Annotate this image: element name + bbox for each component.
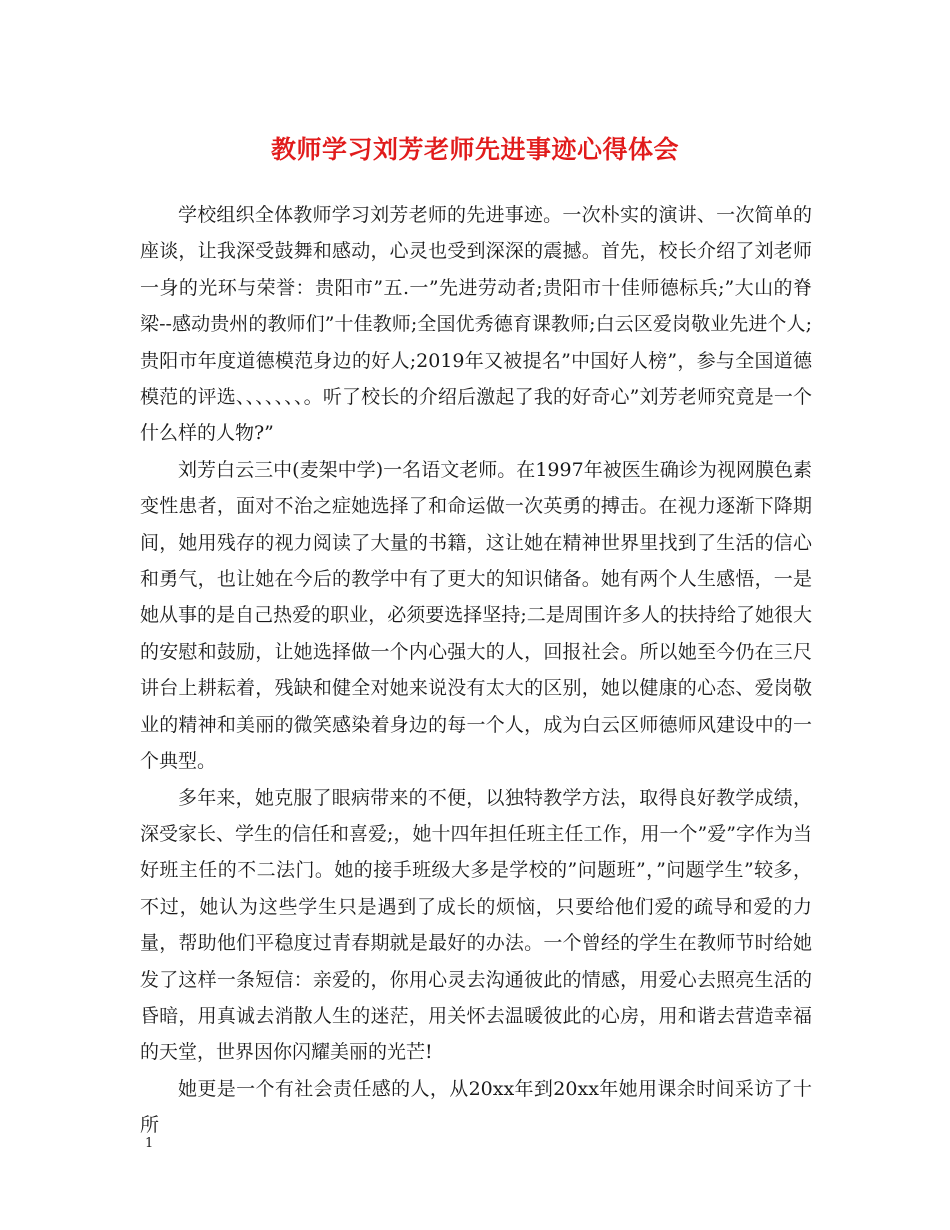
document-body: [140, 197, 812, 1144]
paragraph-1: 学校组织全体教师学习刘芳老师的先进事迹。一次朴实的演讲、一次简单的座谈，让我深受鼓舞和感动，心灵也受到深深的震撼。首先，校长介绍了刘老师一身的光环与荣誉：贵阳市”五.一”先进劳动者;贵阳市十佳师德标兵;”大山的脊梁--感动贵州的教师们”十佳教师;全国优秀德育课教师;白云区爱岗敬业先进个人;贵阳市年度道德模范身边的好人;2019年又被提名”中国好人榜”，参与全国道德模范的评选、、、、、、、。听了校长的介绍后激起了我的好奇心”刘芳老师究竟是一个什么样的人物?”: [140, 204, 812, 445]
paragraph-2: 刘芳白云三中(麦架中学)一名语文老师。在1997年被医生确诊为视网膜色素变性患者，面对不治之症她选择了和命运做一次英勇的搏击。在视力逐渐下降期间，她用残存的视力阅读了大量的书籍，这让她在精神世界里找到了生活的信心和勇气，也让她在今后的教学中有了更大的知识储备。她有两个人生感悟，一是她从事的是自己热爱的职业，必须要选择坚持;二是周围许多人的扶持给了她很大的安慰和鼓励，让她选择做一个内心强大的人，回报社会。所以她至今仍在三尺讲台上耕耘着，残缺和健全对她来说没有太大的区别，她以健康的心态、爱岗敬业的精神和美丽的微笑感染着身边的每一个人，成为白云区师德师风建设中的一个典型。: [140, 458, 812, 773]
paragraph-4: 她更是一个有社会责任感的人，从20xx年到20xx年她用课余时间采访了十所: [140, 1077, 812, 1137]
document-title: 教师学习刘芳老师先进事迹心得体会: [270, 135, 679, 164]
paragraph-3: 多年来，她克服了眼病带来的不便，以独特教学方法，取得良好教学成绩，深受家长、学生的信任和喜爱;，她十四年担任班主任工作，用一个”爱”字作为当好班主任的不二法门。她的接手班级大多是学校的”问题班”，”问题学生”较多，不过，她认为这些学生只是遇到了成长的烦恼，只要给他们爱的疏导和爱的力量，帮助他们平稳度过青春期就是最好的办法。一个曾经的学生在教师节时给她发了这样一条短信：亲爱的，你用心灵去沟通彼此的情感，用爱心去照亮生活的昏暗，用真诚去消散人生的迷茫，用关怀去温暖彼此的心房，用和谐去营造幸福的天堂，世界因你闪耀美丽的光芒!: [140, 786, 812, 1064]
page-number: 1: [145, 1136, 154, 1151]
